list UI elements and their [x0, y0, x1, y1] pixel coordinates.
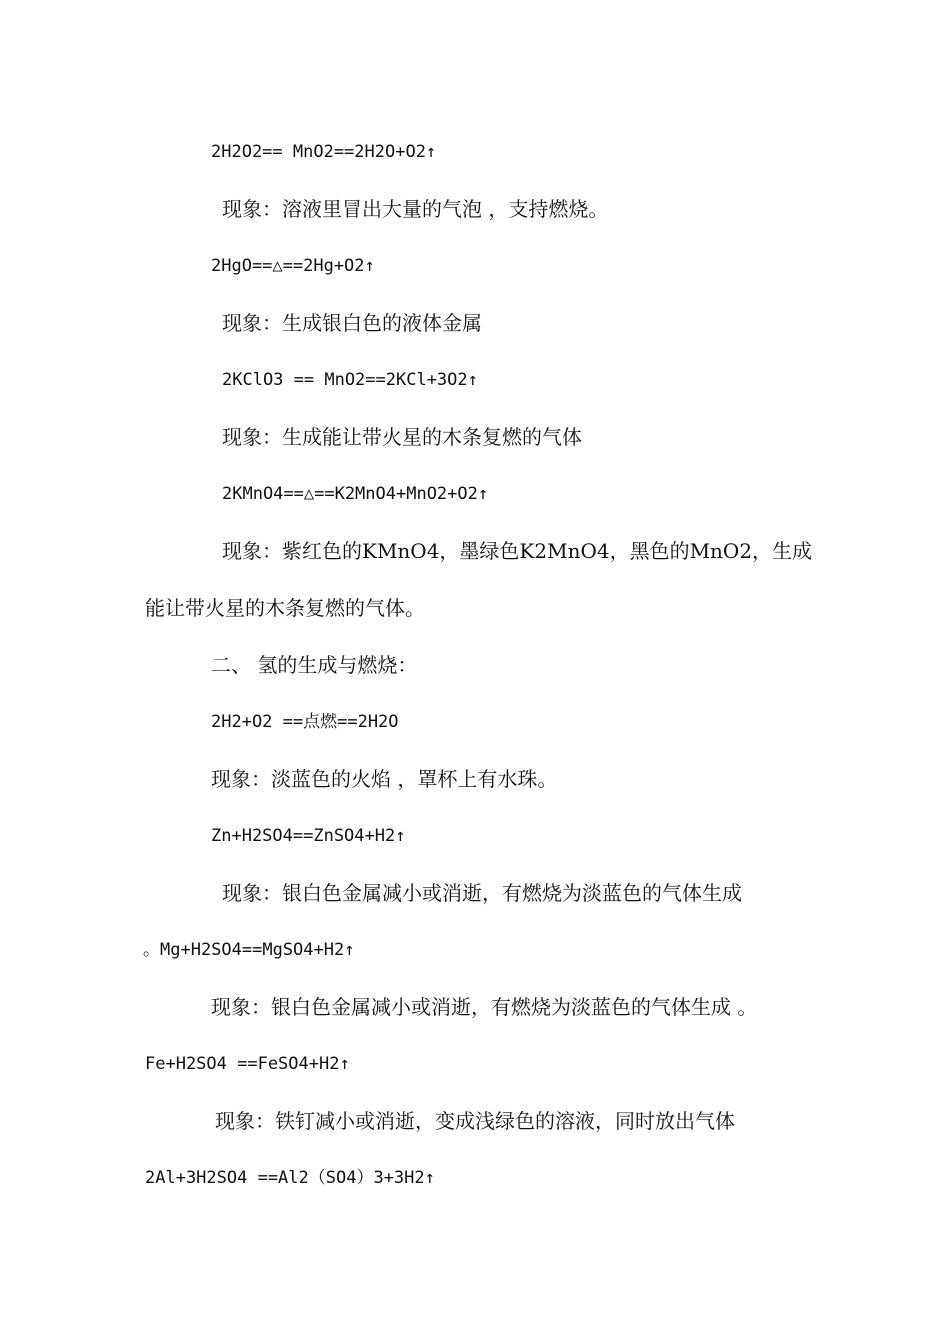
equation-h2o2-decomposition: 2H2O2== MnO2==2H2O+O2↑ — [211, 142, 437, 162]
phenomenon-hgo: 现象：生成银白色的液体金属 — [222, 311, 482, 335]
equation-zn-h2so4: Zn+H2SO4==ZnSO4+H2↑ — [211, 826, 406, 846]
phenomenon-hydrogen-combustion: 现象：淡蓝色的火焰 ，罩杯上有水珠。 — [211, 767, 558, 791]
equation-mg-h2so4: 。Mg+H2SO4==MgSO4+H2↑ — [143, 940, 355, 960]
equation-kmno4-decomposition: 2KMnO4==△==K2MnO4+MnO2+O2↑ — [222, 484, 489, 504]
phenomenon-kmno4-line1: 现象：紫红色的KMnO4，墨绿色K2MnO4，黑色的MnO2，生成 — [222, 539, 813, 563]
equation-kclo3-decomposition: 2KClO3 == MnO2==2KCl+3O2↑ — [222, 370, 478, 390]
phenomenon-kclo3: 现象：生成能让带火星的木条复燃的气体 — [222, 425, 582, 449]
phenomenon-kmno4-line2: 能让带火星的木条复燃的气体。 — [145, 596, 425, 620]
equation-hydrogen-combustion: 2H2+O2 ==点燃==2H2O — [211, 712, 399, 732]
phenomenon-fe: 现象：铁钉减小或消逝，变成浅绿色的溶液，同时放出气体 — [215, 1109, 735, 1133]
equation-al-h2so4: 2Al+3H2SO4 ==Al2（SO4）3+3H2↑ — [145, 1168, 435, 1188]
phenomenon-mg: 现象：银白色金属减小或消逝，有燃烧为淡蓝色的气体生成 。 — [211, 995, 758, 1019]
equation-hgo-decomposition: 2HgO==△==2Hg+O2↑ — [211, 256, 375, 276]
equation-fe-h2so4: Fe+H2SO4 ==FeSO4+H2↑ — [145, 1054, 350, 1074]
phenomenon-h2o2: 现象：溶液里冒出大量的气泡 ，支持燃烧。 — [222, 197, 609, 221]
section-heading-hydrogen: 二、 氢的生成与燃烧： — [211, 653, 418, 677]
phenomenon-zn: 现象：银白色金属减小或消逝，有燃烧为淡蓝色的气体生成 — [222, 881, 742, 905]
